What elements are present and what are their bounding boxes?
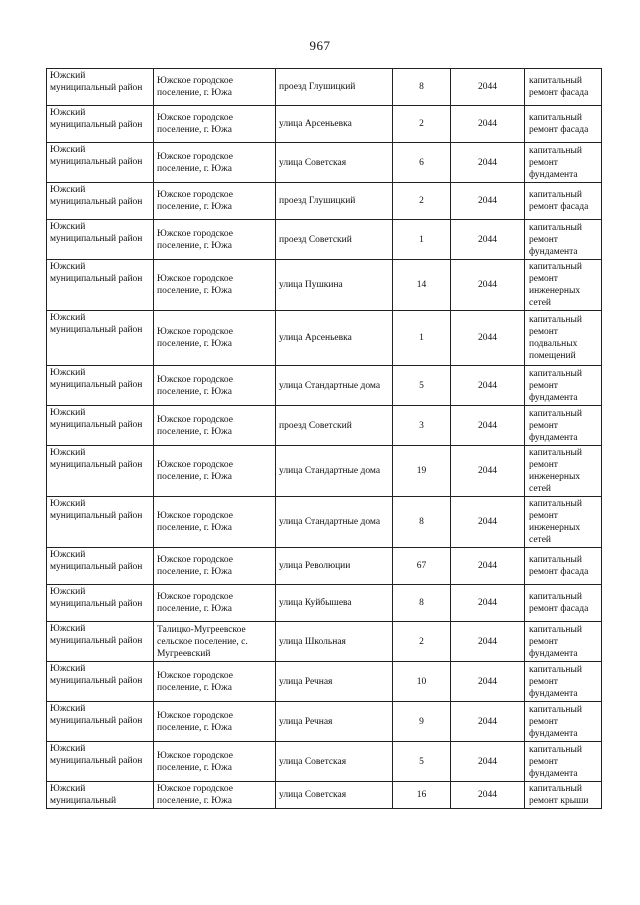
year-cell: 2044 [451,548,525,585]
street-cell: улица Стандартные дома [276,366,393,406]
table-row [47,106,602,143]
district-cell: Южский муниципальный район [47,183,154,220]
district-cell: Южский муниципальный район [47,497,154,548]
house-number-cell: 5 [393,366,451,406]
table-row [47,548,602,585]
street-cell: проезд Глушицкий [276,69,393,106]
page-number: 967 [309,38,331,53]
street-cell: проезд Советский [276,406,393,446]
district-cell: Южский муниципальный район [47,585,154,622]
work-type-cell: капитальный ремонт фундамента [525,143,602,183]
settlement-cell: Южское городское поселение, г. Южа [154,220,276,260]
street-cell: проезд Глушицкий [276,183,393,220]
district-cell: Южский муниципальный район [47,366,154,406]
settlement-cell: Южское городское поселение, г. Южа [154,143,276,183]
settlement-cell: Талицко-Мугреевское сельское поселение, с. Мугреевский [154,622,276,662]
district-cell: Южский муниципальный район [47,548,154,585]
street-cell: улица Пушкина [276,260,393,311]
house-number-cell: 2 [393,183,451,220]
house-number-cell: 5 [393,742,451,782]
year-cell: 2044 [451,220,525,260]
settlement-cell: Южское городское поселение, г. Южа [154,662,276,702]
table-row [47,69,602,106]
street-cell: улица Советская [276,742,393,782]
settlement-cell: Южское городское поселение, г. Южа [154,742,276,782]
settlement-cell: Южское городское поселение, г. Южа [154,406,276,446]
street-cell: улица Советская [276,143,393,183]
work-type-cell: капитальный ремонт фасада [525,106,602,143]
settlement-cell: Южское городское поселение, г. Южа [154,183,276,220]
district-cell: Южский муниципальный район [47,311,154,366]
year-cell: 2044 [451,497,525,548]
street-cell: улица Речная [276,662,393,702]
work-type-cell: капитальный ремонт фундамента [525,622,602,662]
year-cell: 2044 [451,446,525,497]
table-row [47,143,602,183]
table-row [47,662,602,702]
street-cell: улица Революции [276,548,393,585]
table-row [47,742,602,782]
district-cell: Южский муниципальный район [47,622,154,662]
street-cell: проезд Советский [276,220,393,260]
table-row [47,220,602,260]
house-number-cell: 16 [393,782,451,809]
work-type-cell: капитальный ремонт фундамента [525,406,602,446]
table-row [47,406,602,446]
street-cell: улица Советская [276,782,393,809]
settlement-cell: Южское городское поселение, г. Южа [154,366,276,406]
year-cell: 2044 [451,106,525,143]
table-row [47,366,602,406]
year-cell: 2044 [451,143,525,183]
table-row [47,183,602,220]
year-cell: 2044 [451,662,525,702]
work-type-cell: капитальный ремонт фундамента [525,220,602,260]
table-row [47,311,602,366]
house-number-cell: 67 [393,548,451,585]
settlement-cell: Южское городское поселение, г. Южа [154,585,276,622]
settlement-cell: Южское городское поселение, г. Южа [154,260,276,311]
house-number-cell: 1 [393,220,451,260]
house-number-cell: 14 [393,260,451,311]
district-cell: Южский муниципальный район [47,742,154,782]
work-type-cell: капитальный ремонт фасада [525,183,602,220]
house-number-cell: 3 [393,406,451,446]
district-cell: Южский муниципальный район [47,106,154,143]
year-cell: 2044 [451,260,525,311]
work-type-cell: капитальный ремонт инженерных сетей [525,260,602,311]
year-cell: 2044 [451,366,525,406]
house-number-cell: 2 [393,106,451,143]
work-type-cell: капитальный ремонт фундамента [525,702,602,742]
district-cell: Южский муниципальный район [47,446,154,497]
year-cell: 2044 [451,742,525,782]
district-cell: Южский муниципальный район [47,143,154,183]
street-cell: улица Стандартные дома [276,497,393,548]
street-cell: улица Стандартные дома [276,446,393,497]
district-cell: Южский муниципальный район [47,260,154,311]
district-cell: Южский муниципальный район [47,702,154,742]
table-body [47,69,602,809]
house-number-cell: 8 [393,69,451,106]
work-type-cell: капитальный ремонт инженерных сетей [525,497,602,548]
table-row [47,702,602,742]
year-cell: 2044 [451,406,525,446]
year-cell: 2044 [451,585,525,622]
street-cell: улица Арсеньевка [276,311,393,366]
work-type-cell: капитальный ремонт фундамента [525,366,602,406]
work-type-cell: капитальный ремонт фасада [525,585,602,622]
district-cell: Южский муниципальный район [47,662,154,702]
street-cell: улица Речная [276,702,393,742]
settlement-cell: Южское городское поселение, г. Южа [154,69,276,106]
work-type-cell: капитальный ремонт фундамента [525,662,602,702]
repair-schedule-table [46,68,602,809]
settlement-cell: Южское городское поселение, г. Южа [154,446,276,497]
street-cell: улица Куйбышева [276,585,393,622]
district-cell: Южский муниципальный район [47,69,154,106]
house-number-cell: 2 [393,622,451,662]
work-type-cell: капитальный ремонт подвальных помещений [525,311,602,366]
district-cell: Южский муниципальный район [47,220,154,260]
work-type-cell: капитальный ремонт инженерных сетей [525,446,602,497]
table-row [47,446,602,497]
work-type-cell: капитальный ремонт фасада [525,548,602,585]
house-number-cell: 8 [393,585,451,622]
settlement-cell: Южское городское поселение, г. Южа [154,702,276,742]
table-row [47,585,602,622]
year-cell: 2044 [451,702,525,742]
house-number-cell: 1 [393,311,451,366]
year-cell: 2044 [451,622,525,662]
year-cell: 2044 [451,183,525,220]
street-cell: улица Арсеньевка [276,106,393,143]
house-number-cell: 6 [393,143,451,183]
house-number-cell: 9 [393,702,451,742]
table-row [47,497,602,548]
settlement-cell: Южское городское поселение, г. Южа [154,782,276,809]
settlement-cell: Южское городское поселение, г. Южа [154,106,276,143]
work-type-cell: капитальный ремонт фасада [525,69,602,106]
work-type-cell: капитальный ремонт фундамента [525,742,602,782]
house-number-cell: 8 [393,497,451,548]
settlement-cell: Южское городское поселение, г. Южа [154,497,276,548]
district-cell: Южский муниципальный район [47,406,154,446]
street-cell: улица Школьная [276,622,393,662]
table-row [47,622,602,662]
settlement-cell: Южское городское поселение, г. Южа [154,311,276,366]
table-row [47,782,602,809]
settlement-cell: Южское городское поселение, г. Южа [154,548,276,585]
district-cell: Южский муниципальный [47,782,154,809]
house-number-cell: 19 [393,446,451,497]
table-row [47,260,602,311]
work-type-cell: капитальный ремонт крыши [525,782,602,809]
year-cell: 2044 [451,311,525,366]
year-cell: 2044 [451,69,525,106]
year-cell: 2044 [451,782,525,809]
house-number-cell: 10 [393,662,451,702]
